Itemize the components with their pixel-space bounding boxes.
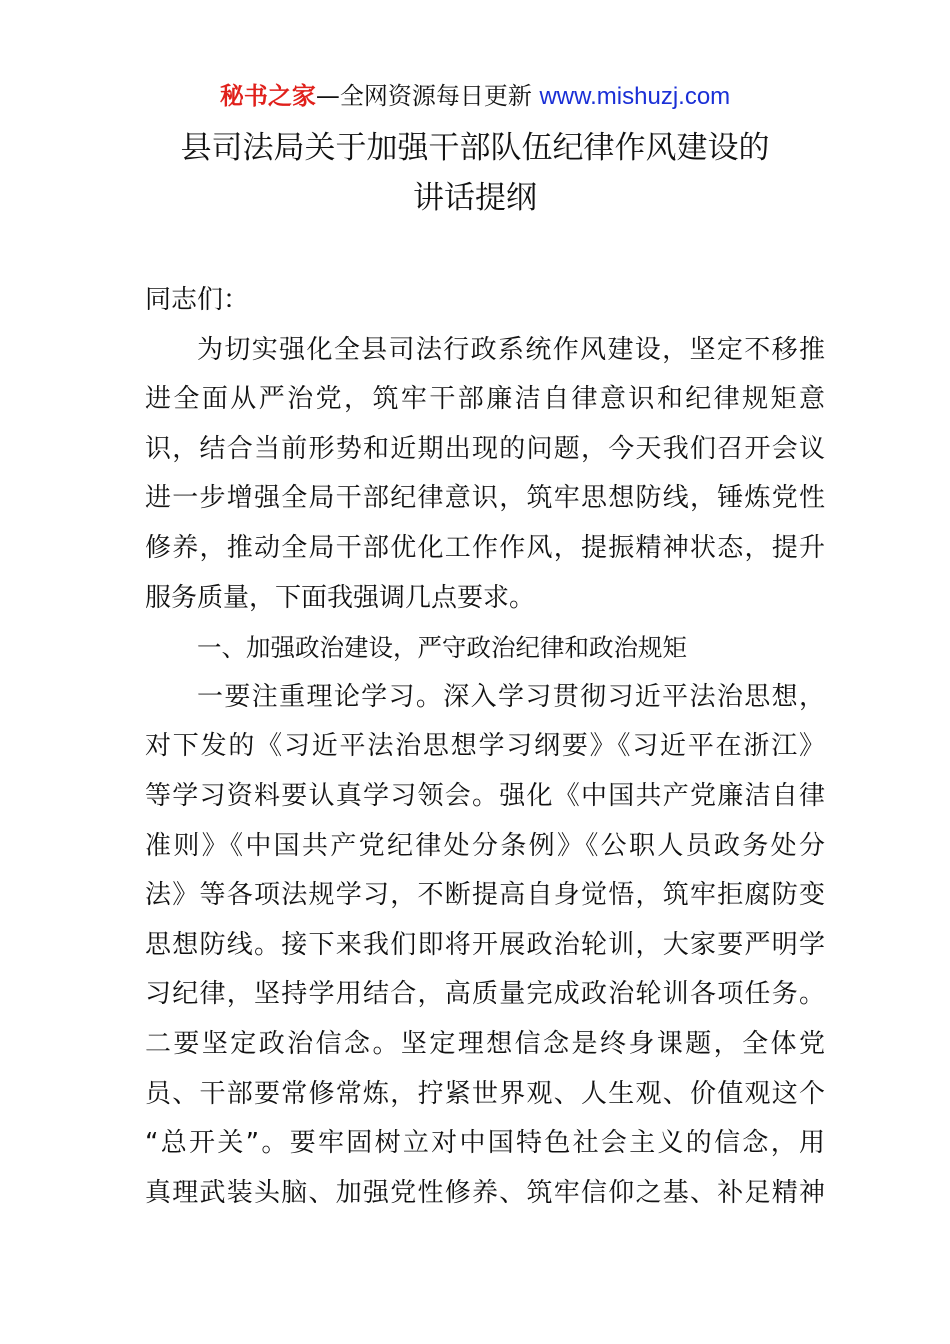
body-line: 等学习资料要认真学习领会。强化《中国共产党廉洁自律	[145, 780, 825, 811]
body-line: 思想防线。接下来我们即将开展政治轮训，大家要严明学	[145, 929, 825, 960]
banner-url-link[interactable]: www.mishuzj.com	[539, 83, 731, 110]
banner-brand: 秘书之家	[219, 82, 316, 110]
body-line: 为切实强化全县司法行政系统作风建设，坚定不移推	[197, 334, 825, 365]
site-banner	[0, 80, 950, 113]
body-line: 习纪律，坚持学用结合，高质量完成政治轮训各项任务。	[145, 979, 825, 1010]
banner-tagline: —全网资源每日更新	[315, 82, 540, 110]
section-heading: 一、加强政治建设，严守政治纪律和政治规矩	[197, 633, 687, 663]
document-body	[145, 276, 825, 1218]
salutation: 同志们：	[145, 285, 250, 315]
body-line: 真理武装头脑、加强党性修养、筑牢信仰之基、补足精神	[145, 1177, 825, 1208]
document-title-line-2: 讲话提纲	[413, 180, 537, 216]
body-line: 二要坚定政治信念。坚定理想信念是终身课题，全体党	[145, 1028, 825, 1059]
body-line: 服务质量，下面我强调几点要求。	[145, 582, 536, 613]
body-line: 法》等各项法规学习，不断提高自身觉悟，筑牢拒腐防变	[145, 880, 825, 911]
body-line: “总开关”。要牢固树立对中国特色社会主义的信念，用	[145, 1128, 825, 1159]
body-line: 进全面从严治党，筑牢干部廉洁自律意识和纪律规矩意	[145, 384, 825, 415]
body-line: 对下发的《习近平法治思想学习纲要》《习近平在浙江》	[145, 731, 825, 762]
body-line: 修养，推动全局干部优化工作作风，提振精神状态，提升	[145, 532, 825, 563]
body-line: 识，结合当前形势和近期出现的问题，今天我们召开会议	[145, 433, 825, 464]
body-line: 进一步增强全局干部纪律意识，筑牢思想防线，锤炼党性	[145, 483, 825, 514]
document-title-line-1: 县司法局关于加强干部队伍纪律作风建设的	[180, 130, 770, 166]
body-line: 一要注重理论学习。深入学习贯彻习近平法治思想，	[197, 681, 825, 712]
body-line: 准则》《中国共产党纪律处分条例》《公职人员政务处分	[145, 830, 825, 861]
body-line: 员、干部要常修常炼，拧紧世界观、人生观、价值观这个	[145, 1078, 825, 1109]
